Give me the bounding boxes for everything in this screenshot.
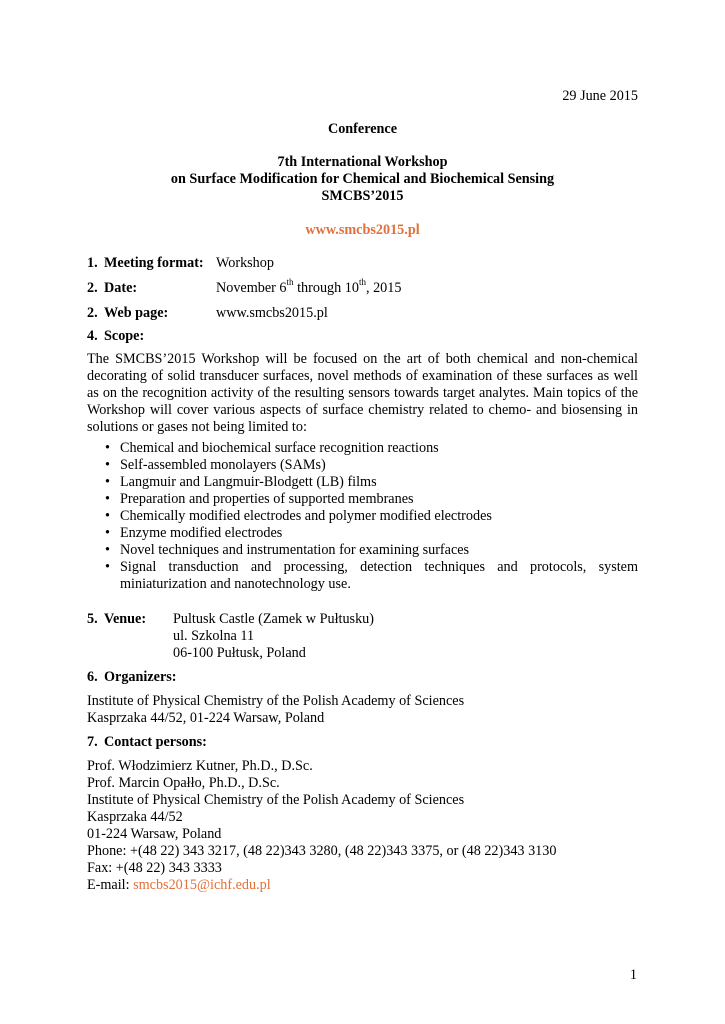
workshop-title-line1: 7th International Workshop	[277, 154, 448, 170]
contact-phone-line: Phone: +(48 22) 343 3217, (48 22)343 3280, (48 22)343 3375, or (48 22)343 3130	[87, 843, 557, 859]
web-page-label: Web page:	[104, 305, 169, 321]
workshop-acronym: SMCBS’2015	[321, 188, 404, 204]
contacts-label: Contact persons:	[104, 734, 207, 750]
web-page-number: 2.	[87, 305, 98, 321]
venue-line1: Pultusk Castle (Zamek w Pułtusku)	[173, 611, 374, 627]
page-number: 1	[629, 967, 637, 983]
scope-topic-item: • Chemical and biochemical surface recognition reactions	[87, 440, 638, 457]
contact-line: Prof. Marcin Opałło, Ph.D., D.Sc.	[87, 775, 280, 791]
meeting-format-label: Meeting format:	[104, 255, 204, 271]
scope-topic-item: • Enzyme modified electrodes	[87, 525, 638, 542]
contacts-number: 7.	[87, 734, 98, 750]
organizers-number: 6.	[87, 669, 98, 685]
email-label: E-mail:	[87, 877, 134, 893]
date-value: November 6th through 10th, 2015	[216, 277, 402, 296]
conference-label: Conference	[327, 121, 398, 137]
contact-line: Kasprzaka 44/52	[87, 809, 183, 825]
scope-label: Scope:	[104, 328, 145, 344]
date-label: Date:	[104, 280, 138, 296]
document-date: 29 June 2015	[562, 88, 638, 104]
date-number: 2.	[87, 280, 98, 296]
contact-email-line	[87, 877, 271, 894]
scope-topic-item: • Self-assembled monolayers (SAMs)	[87, 457, 638, 474]
organizers-line2: Kasprzaka 44/52, 01-224 Warsaw, Poland	[87, 710, 325, 726]
organizers-line1: Institute of Physical Chemistry of the Polish Academy of Sciences	[87, 693, 465, 709]
scope-topic-item: • Chemically modified electrodes and polymer modified electrodes	[87, 508, 638, 525]
venue-line2: ul. Szkolna 11	[173, 628, 255, 644]
scope-topic-item: • Preparation and properties of supported membranes	[87, 491, 638, 508]
venue-line3: 06-100 Pułtusk, Poland	[173, 645, 306, 661]
scope-topic-list	[87, 440, 638, 593]
contact-line: 01-224 Warsaw, Poland	[87, 826, 222, 842]
contact-line: Institute of Physical Chemistry of the Polish Academy of Sciences	[87, 792, 465, 808]
organizers-label: Organizers:	[104, 669, 177, 685]
website-link-title[interactable]: www.smcbs2015.pl	[305, 222, 420, 238]
workshop-title-line2: on Surface Modification for Chemical and Biochemical Sensing	[170, 171, 555, 187]
web-page-value[interactable]: www.smcbs2015.pl	[216, 305, 328, 321]
email-link[interactable]: smcbs2015@ichf.edu.pl	[133, 877, 271, 893]
scope-paragraph: The SMCBS’2015 Workshop will be focused on the art of both chemical and non-chemical decorating of solid transducer surfaces, novel methods of examination of these surfaces as well as on the recognition activity of the resulting sensors towards target analytes. Main topics of the Workshop will cover various aspects of surface chemistry related to chemo- and biosensing in solutions or gases not being limited to:	[87, 351, 638, 435]
scope-topic-item: • Novel techniques and instrumentation for examining surfaces	[87, 542, 638, 559]
contact-fax-line: Fax: +(48 22) 343 3333	[87, 860, 222, 876]
venue-label: Venue:	[104, 611, 147, 627]
scope-topic-item: • Signal transduction and processing, detection techniques and protocols, system miniaturization and nanotechnology use.	[87, 559, 638, 593]
scope-topic-item: • Langmuir and Langmuir-Blodgett (LB) films	[87, 474, 638, 491]
meeting-format-value: Workshop	[216, 255, 274, 271]
venue-number: 5.	[87, 611, 98, 627]
contact-line: Prof. Włodzimierz Kutner, Ph.D., D.Sc.	[87, 758, 313, 774]
meeting-format-number: 1.	[87, 255, 98, 271]
scope-number: 4.	[87, 328, 98, 344]
